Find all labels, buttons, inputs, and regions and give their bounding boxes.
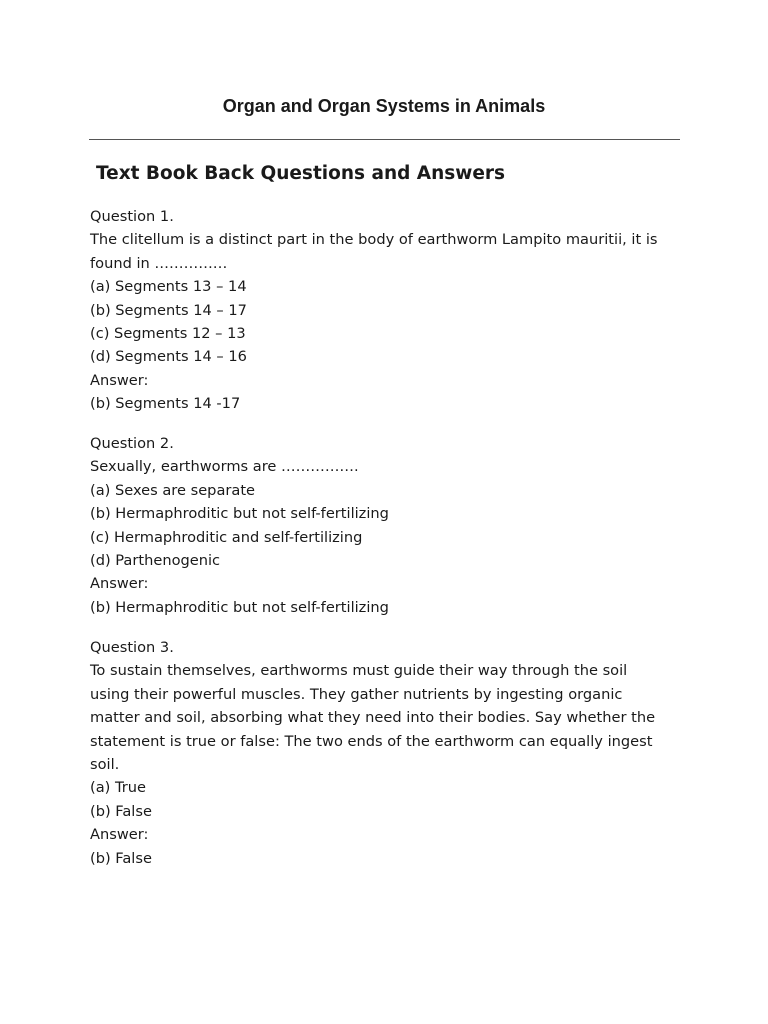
- option-a: (a) Sexes are separate: [90, 481, 256, 499]
- option-a: (a) True: [90, 779, 146, 797]
- question-block-1: [90, 205, 690, 416]
- question-text-line: To sustain themselves, earthworms must guide their way through the soil: [90, 662, 628, 680]
- question-text-line: soil.: [90, 756, 120, 774]
- answer-label: Answer:: [90, 826, 149, 844]
- option-b: (b) Hermaphroditic but not self-fertilizing: [90, 505, 389, 523]
- option-b: (b) Segments 14 – 17: [90, 301, 247, 319]
- answer-label: Answer:: [90, 575, 149, 593]
- question-text-line: Sexually, earthworms are …………….: [90, 458, 359, 476]
- question-number: Question 2.: [90, 435, 174, 452]
- question-number: Question 3.: [90, 639, 174, 656]
- question-block-2: [90, 432, 690, 619]
- option-a: (a) Segments 13 – 14: [90, 278, 247, 296]
- question-text-line: statement is true or false: The two ends of the earthworm can equally ingest: [90, 732, 653, 750]
- answer-label: Answer:: [90, 371, 149, 389]
- question-text-line: found in ……………: [90, 254, 228, 272]
- answer-text: (b) Hermaphroditic but not self-fertilizing: [90, 598, 389, 616]
- question-text-line: using their powerful muscles. They gather nutrients by ingesting organic: [90, 685, 623, 703]
- question-block-3: [90, 636, 690, 870]
- question-text-line: matter and soil, absorbing what they need into their bodies. Say whether the: [90, 709, 656, 727]
- question-number: Question 1.: [90, 208, 174, 225]
- title-divider: [89, 139, 680, 140]
- answer-text: (b) False: [90, 849, 152, 867]
- option-c: (c) Hermaphroditic and self-fertilizing: [90, 528, 363, 546]
- question-text-line: The clitellum is a distinct part in the body of earthworm Lampito mauritii, it is: [90, 231, 658, 249]
- section-heading: Text Book Back Questions and Answers: [96, 163, 506, 184]
- option-d: (d) Parthenogenic: [90, 552, 221, 570]
- answer-text: (b) Segments 14 -17: [90, 395, 241, 413]
- document-title: Organ and Organ Systems in Animals: [222, 96, 546, 116]
- option-c: (c) Segments 12 – 13: [90, 325, 246, 343]
- option-b: (b) False: [90, 802, 152, 820]
- option-d: (d) Segments 14 – 16: [90, 348, 247, 366]
